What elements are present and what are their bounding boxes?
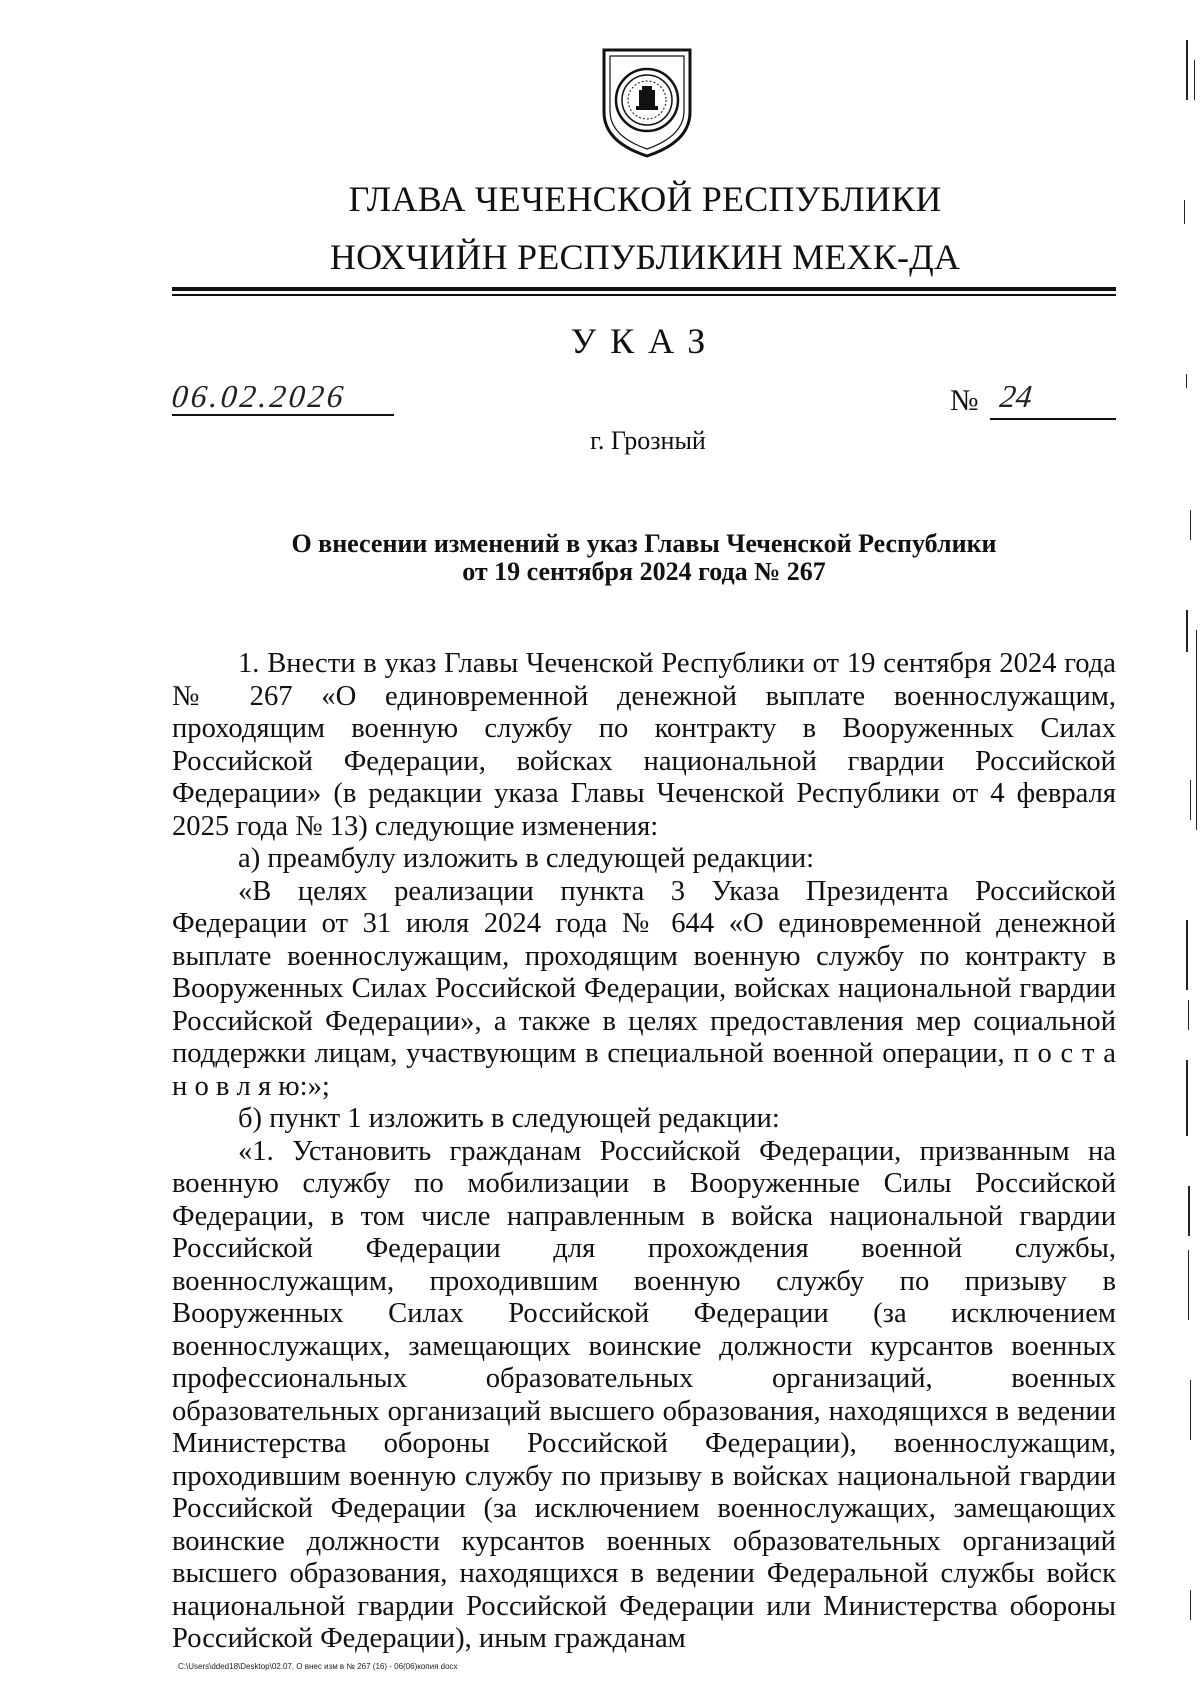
coat-of-arms-emblem (598, 42, 696, 160)
issuer-title-chechen: НОХЧИЙН РЕСПУБЛИКИН МЕХК-ДА (329, 237, 961, 277)
date-underline (172, 414, 394, 416)
scan-artifact (1188, 1250, 1189, 1320)
scan-artifact (1186, 1060, 1188, 1136)
scan-artifact (1190, 1590, 1191, 1620)
document-date: 06.02.2026 (170, 378, 348, 414)
file-path-footer: C:\Users\dded18\Desktop\02.07. О внес изм в № 267 (16) - 06(06)копия docx (178, 1662, 458, 1671)
paragraph: а) преамбулу изложить в следующей редакции: (238, 843, 815, 874)
scan-artifact (1190, 1380, 1191, 1440)
scan-artifact (1190, 510, 1191, 540)
scan-artifact (1186, 40, 1188, 100)
number-underline (990, 418, 1116, 420)
document-number: 24 (998, 378, 1034, 414)
scan-artifact (1184, 200, 1185, 224)
header-rule-thick (172, 287, 1116, 291)
scan-artifact (1188, 1000, 1189, 1030)
paragraph: «1. Установить гражданам Российской Федерации, призванным на военную службу по мобилизации в Вооруженные Силы Российской Федерации, в том числе направленным в войска национальной гвардии Российской Федерации для прохождения военной службы, военнослужащим, проходившим военную службу по призыву в Вооруженных Силах Российской Федерации (за исключением военнослужащих, замещающих воинские должности курсантов военных профессиональных образовательных организаций, военных образовательных организаций высшего образования, находящихся в ведении Министерства обороны Российской Федерации), военнослужащим, проходившим военную службу по призыву в войсках национальной гвардии Российской Федерации (за исключением военнослужащих, замещающих воинские должности курсантов военных образовательных организаций высшего образования, находящихся в ведении Федеральной службы войск национальной гвардии Российской Федерации или Министерства обороны Российской Федерации), иным гражданам (172, 1135, 1116, 1654)
document-title (172, 530, 1116, 586)
city: г. Грозный (590, 426, 706, 455)
paragraph: 1. Внести в указ Главы Чеченской Республики от 19 сентября 2024 года № 267 «О единовременной денежной выплате военнослужащим, проходящим военную службу по контракту в Вооруженных Силах Российской Федерации, войсках национальной гвардии Российской Федерации» (в редакции указа Главы Чеченской Республики от 4 февраля 2025 года № 13) следующие изменения: (172, 648, 1116, 842)
title-line-2: от 19 сентября 2024 года № 267 (462, 557, 826, 586)
scan-artifact (1186, 920, 1188, 990)
issuer-title-russian: ГЛАВА ЧЕЧЕНСКОЙ РЕСПУБЛИКИ (348, 179, 942, 219)
scan-artifact (1186, 374, 1187, 388)
scan-artifact (1190, 780, 1191, 820)
scan-artifact (1188, 1186, 1190, 1236)
header-rule-thin (172, 294, 1116, 296)
document-type: УКАЗ (570, 321, 720, 361)
paragraph: б) пункт 1 изложить в следующей редакции: (238, 1103, 780, 1134)
scan-artifact (1186, 610, 1188, 652)
number-sign: № (950, 384, 979, 417)
paragraph: «В целях реализации пункта 3 Указа Президента Российской Федерации от 31 июля 2024 года № 644 «О единовременной денежной выплате военнослужащим, проходящим военную службу по контракту в Вооруженных Силах Российской Федерации, войсках национальной гвардии Российской Федерации», а также в целях предоставления мер социальной поддержки лицам, участвующим в специальной военной операции, п о с т а н о в л я ю:»; (172, 875, 1116, 1102)
document-body (172, 648, 1116, 1656)
scan-artifact (1194, 60, 1195, 100)
scan-artifact (1196, 630, 1197, 830)
title-line-1: О внесении изменений в указ Главы Чеченской Республики (291, 529, 997, 558)
